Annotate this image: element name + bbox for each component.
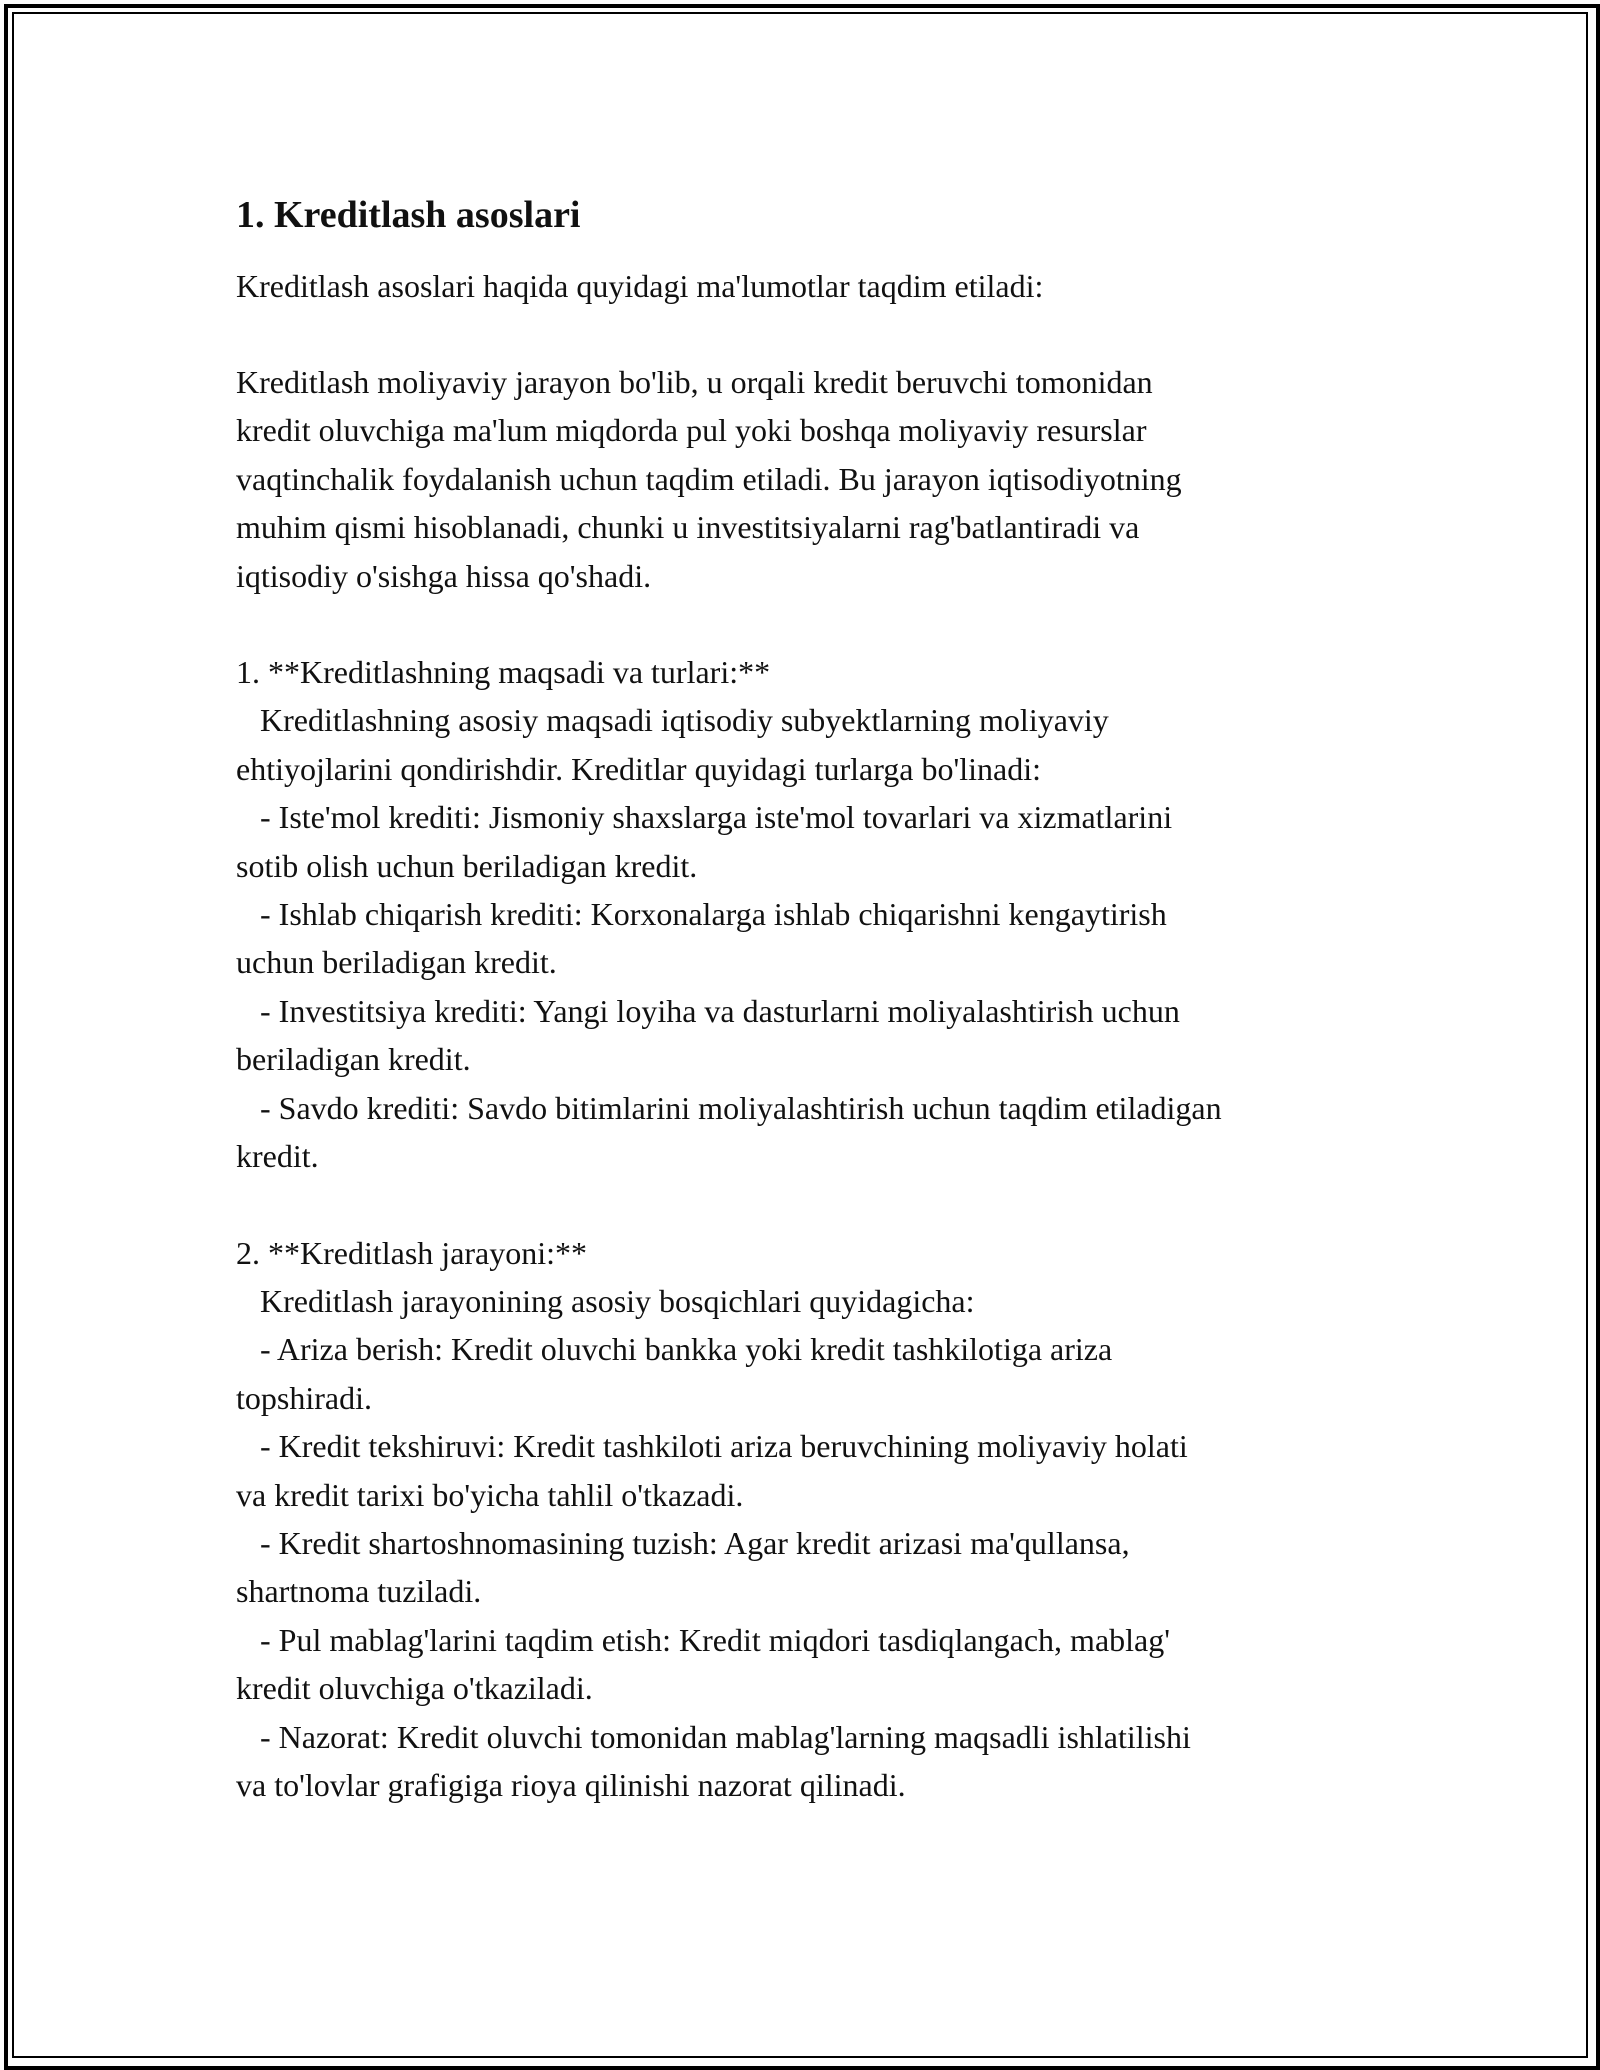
definition-paragraph: Kreditlash moliyaviy jarayon bo'lib, u orqali kredit beruvchi tomonidan kredit oluvchiga ma'lum miqdorda pul yoki boshqa moliyaviy resurslar vaqtinchalik foydalanish uchun taqdim etiladi. Bu jarayon iqtisodiyotning muhim qismi hisoblanadi, chunki u investitsiyalarni rag'batlantiradi va iqtisodiy o'sishga hissa qo'shadi. <box>236 364 1182 594</box>
document-title: 1. Kreditlash asoslari <box>236 194 581 236</box>
section-credit-types: 1. **Kreditlashning maqsadi va turlari:** Kreditlashning asosiy maqsadi iqtisodiy subyektlarning moliyaviy ehtiyojlarini qondirishdir. Kreditlar quyidagi turlarga bo'linadi: - Iste'mol krediti: Jismoniy shaxslarga iste'mol tovarlari va xizmatlarini sotib olish uchun beriladigan kredit. - Ishlab chiqarish krediti: Korxonalarga ishlab chiqarishni kengaytirish uchun beriladigan kredit. - Investitsiya krediti: Yangi loyiha va dasturlarni moliyalashtirish uchun beriladigan kredit. - Savdo krediti: Savdo bitimlarini moliyalashtirish uchun taqdim etiladigan kredit. <box>236 654 1222 1175</box>
document-body <box>236 188 1396 1809</box>
section-credit-process: 2. **Kreditlash jarayoni:** Kreditlash jarayonining asosiy bosqichlari quyidagicha: - Ariza berish: Kredit oluvchi bankka yoki kredit tashkilotiga ariza topshiradi. - Kredit tekshiruvi: Kredit tashkiloti ariza beruvchining moliyaviy holati va kredit tarixi bo'yicha tahlil o'tkazadi. - Kredit shartoshnomasining tuzish: Agar kredit arizasi ma'qullansa, shartnoma tuziladi. - Pul mablag'larini taqdim etish: Kredit miqdori tasdiqlangach, mablag' kredit oluvchiga o'tkaziladi. - Nazorat: Kredit oluvchi tomonidan mablag'larning maqsadli ishlatilishi va to'lovlar grafigiga rioya qilinishi nazorat qilinadi. <box>236 1234 1191 1803</box>
intro-text: Kreditlash asoslari haqida quyidagi ma'lumotlar taqdim etiladi: <box>236 268 1044 304</box>
